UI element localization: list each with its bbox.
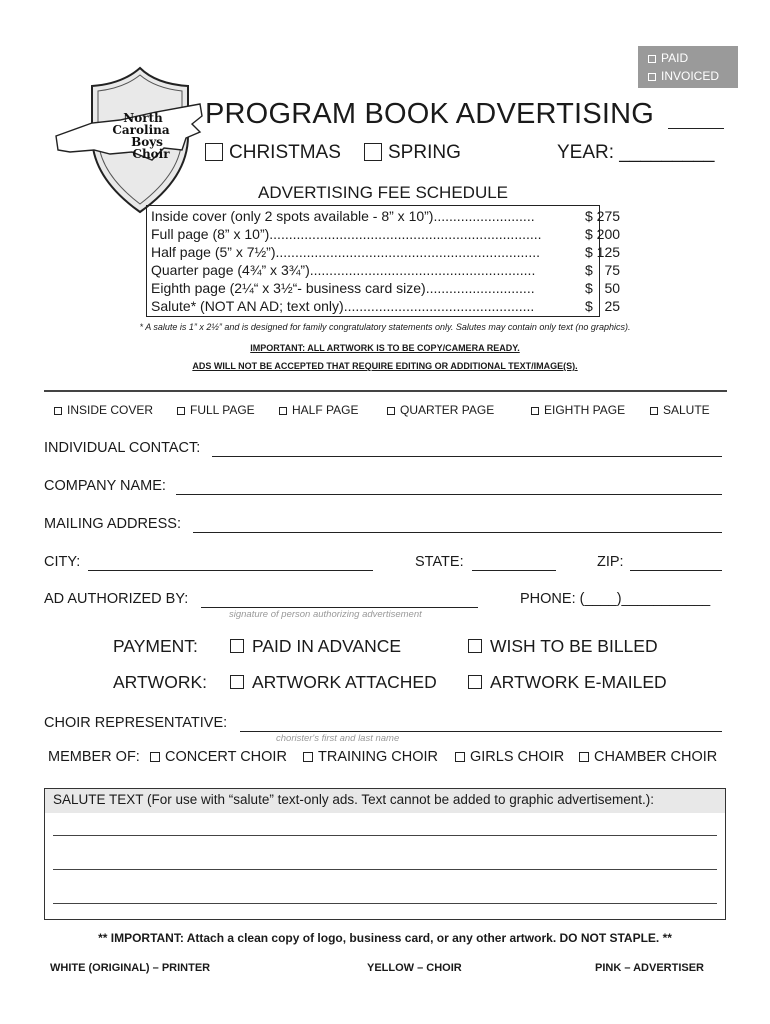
paid-checkbox-row[interactable] (648, 51, 688, 65)
ad-type-half-page[interactable] (279, 403, 358, 417)
checkbox-icon (303, 752, 313, 762)
ad-type-label: SALUTE (663, 403, 710, 417)
ad-type-full-page[interactable] (177, 403, 255, 417)
fee-label: Quarter page (4¾” x 3¾”).......................................................... (151, 262, 536, 278)
checkbox-icon (54, 407, 62, 415)
wish-to-be-billed-label: WISH TO BE BILLED (490, 636, 658, 656)
state-input[interactable] (472, 558, 556, 571)
zip-label: ZIP: (597, 554, 624, 570)
chamber-choir-label: CHAMBER CHOIR (594, 749, 718, 765)
title-underline (668, 128, 724, 129)
checkbox-icon (648, 73, 656, 81)
choir-representative-label: CHOIR REPRESENTATIVE: (44, 715, 228, 731)
ad-type-label: INSIDE COVER (67, 403, 154, 417)
ad-type-label: EIGHTH PAGE (544, 403, 626, 417)
spring-label: SPRING (388, 142, 461, 163)
ad-type-inside-cover[interactable] (54, 403, 153, 417)
checkbox-icon (468, 675, 482, 689)
important-notice-1: IMPORTANT: ALL ARTWORK IS TO BE COPY/CAMERA READY. (250, 343, 520, 353)
member-of-label: MEMBER OF: (48, 749, 140, 765)
invoiced-label: INVOICED (661, 69, 720, 83)
logo-text-2: Carolina (112, 123, 170, 137)
invoiced-checkbox-row[interactable] (648, 69, 719, 83)
paid-in-advance-label: PAID IN ADVANCE (252, 636, 402, 656)
ad-type-label: QUARTER PAGE (400, 403, 495, 417)
girls-choir-option[interactable] (455, 749, 564, 765)
salute-line[interactable] (53, 903, 717, 904)
fee-amount: $ 125 (585, 244, 621, 260)
paid-in-advance-option[interactable] (230, 636, 401, 657)
office-status-box (638, 46, 738, 88)
fee-row (151, 297, 621, 315)
salute-footnote: * A salute is 1” x 2½” and is designed for family congratulatory statements only. Salutes may contain only text (no graphics). (139, 322, 631, 332)
checkbox-icon (279, 407, 287, 415)
checkbox-icon (531, 407, 539, 415)
salute-line[interactable] (53, 869, 717, 870)
salute-text-instructions: SALUTE TEXT (For use with “salute” text-only ads. Text cannot be added to graphic advertisement.): (53, 792, 655, 807)
christmas-label: CHRISTMAS (229, 142, 341, 163)
salute-line[interactable] (53, 835, 717, 836)
salute-text-header (45, 789, 725, 813)
spring-option[interactable] (364, 142, 461, 164)
fee-amount: $ 275 (585, 208, 621, 224)
important-notice-2: ADS WILL NOT BE ACCEPTED THAT REQUIRE EDITING OR ADDITIONAL TEXT/IMAGE(S). (192, 361, 578, 371)
payment-label: PAYMENT: (113, 636, 198, 656)
checkbox-icon (648, 55, 656, 63)
wish-to-be-billed-option[interactable] (468, 636, 658, 657)
christmas-option[interactable] (205, 142, 341, 164)
artwork-attached-option[interactable] (230, 672, 437, 693)
fee-row (151, 207, 621, 225)
checkbox-icon (650, 407, 658, 415)
checkbox-icon (205, 143, 223, 161)
signature-hint: signature of person authorizing advertisement (229, 609, 422, 620)
fee-label: Half page (5” x 7½”).................................................................... (151, 244, 540, 260)
artwork-attached-label: ARTWORK ATTACHED (252, 672, 437, 692)
checkbox-icon (364, 143, 382, 161)
fee-amount: $ 50 (585, 280, 621, 296)
training-choir-label: TRAINING CHOIR (318, 749, 439, 765)
fee-amount: $ 25 (585, 298, 621, 314)
mailing-address-label: MAILING ADDRESS: (44, 516, 181, 532)
chorister-name-hint: chorister's first and last name (276, 733, 400, 744)
city-label: CITY: (44, 554, 81, 570)
section-divider (44, 390, 727, 392)
company-name-input[interactable] (176, 482, 722, 495)
checkbox-icon (468, 639, 482, 653)
choir-representative-input[interactable] (240, 719, 722, 732)
concert-choir-option[interactable] (150, 749, 287, 765)
phone-field[interactable]: PHONE: (____)___________ (520, 591, 711, 607)
fee-label: Salute* (NOT AN AD; text only)................................................. (151, 298, 535, 314)
individual-contact-label: INDIVIDUAL CONTACT: (44, 440, 201, 456)
page-title: PROGRAM BOOK ADVERTISING (205, 98, 655, 130)
logo-text-4: Choir (132, 147, 170, 161)
girls-choir-label: GIRLS CHOIR (470, 749, 565, 765)
artwork-emailed-label: ARTWORK E-MAILED (490, 672, 667, 692)
copy-white: WHITE (ORIGINAL) – PRINTER (50, 962, 211, 974)
year-field[interactable]: YEAR: _________ (557, 142, 715, 163)
zip-input[interactable] (630, 558, 722, 571)
fee-label: Full page (8” x 10”)...................................................................... (151, 226, 542, 242)
copy-pink: PINK – ADVERTISER (595, 962, 705, 974)
training-choir-option[interactable] (303, 749, 438, 765)
logo-text-1: North (123, 111, 163, 125)
ad-type-quarter-page[interactable] (387, 403, 494, 417)
checkbox-icon (230, 639, 244, 653)
salute-text-box (44, 788, 726, 920)
fee-label: Eighth page (2¼“ x 3½“- business card size)............................ (151, 280, 535, 296)
fee-row (151, 243, 621, 261)
ad-type-label: FULL PAGE (190, 403, 255, 417)
ad-type-eighth-page[interactable] (531, 403, 625, 417)
fee-row (151, 261, 621, 279)
ad-type-label: HALF PAGE (292, 403, 359, 417)
checkbox-icon (387, 407, 395, 415)
concert-choir-label: CONCERT CHOIR (165, 749, 287, 765)
city-input[interactable] (88, 558, 373, 571)
mailing-address-input[interactable] (193, 520, 722, 533)
checkbox-icon (579, 752, 589, 762)
checkbox-icon (150, 752, 160, 762)
fee-amount: $ 200 (585, 226, 621, 242)
bottom-important-note: ** IMPORTANT: Attach a clean copy of logo, business card, or any other artwork. DO NOT STAPLE. ** (98, 931, 672, 945)
company-name-label: COMPANY NAME: (44, 478, 166, 494)
checkbox-icon (455, 752, 465, 762)
choir-logo (52, 66, 210, 216)
authorized-signature-input[interactable] (201, 595, 478, 608)
fee-schedule-heading: ADVERTISING FEE SCHEDULE (258, 183, 509, 202)
fee-row (151, 225, 621, 243)
artwork-emailed-option[interactable] (468, 672, 667, 693)
ad-authorized-by-label: AD AUTHORIZED BY: (44, 591, 189, 607)
paid-label: PAID (661, 51, 689, 65)
individual-contact-input[interactable] (212, 444, 722, 457)
chamber-choir-option[interactable] (579, 749, 717, 765)
fee-amount: $ 75 (585, 262, 621, 278)
checkbox-icon (177, 407, 185, 415)
ad-type-salute[interactable] (650, 403, 710, 417)
checkbox-icon (230, 675, 244, 689)
copy-yellow: YELLOW – CHOIR (367, 962, 462, 974)
fee-row (151, 279, 621, 297)
artwork-label: ARTWORK: (113, 672, 207, 692)
fee-schedule-table (146, 205, 621, 317)
logo-text-3: Boys (131, 135, 163, 149)
state-label: STATE: (415, 554, 464, 570)
fee-label: Inside cover (only 2 spots available - 8” x 10”).......................... (151, 208, 535, 224)
